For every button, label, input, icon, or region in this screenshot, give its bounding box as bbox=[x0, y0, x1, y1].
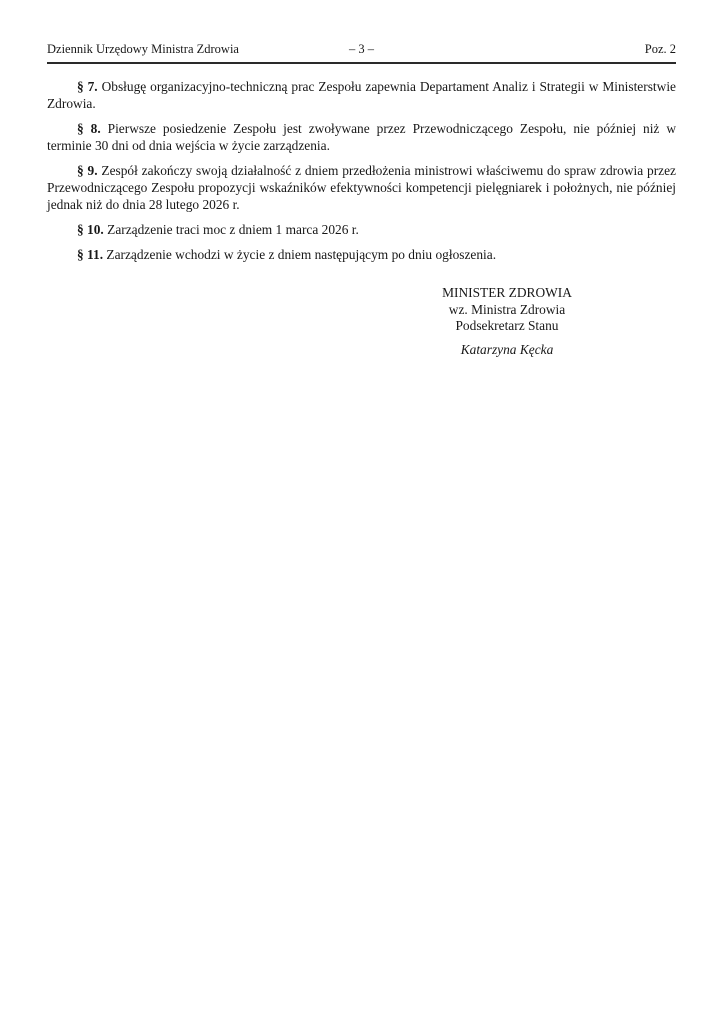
signature-name: Katarzyna Kęcka bbox=[460, 341, 554, 357]
paragraph-11-text: Zarządzenie wchodzi w życie z dniem następującym po dniu ogłoszenia. bbox=[106, 247, 497, 262]
document-body bbox=[47, 78, 676, 358]
journal-title: Dziennik Urzędowy Ministra Zdrowia bbox=[47, 42, 239, 56]
paragraph-8-text: Pierwsze posiedzenie Zespołu jest zwoływane przez Przewodniczącego Zespołu, nie później niż w terminie 30 dni od dnia wejścia w życie zarządzenia. bbox=[47, 121, 676, 153]
paragraph-8-marker: § 8. bbox=[77, 121, 101, 136]
position-number: Poz. 2 bbox=[644, 42, 677, 56]
page-number: – 3 – bbox=[349, 42, 374, 56]
paragraph-7-text: Obsługę organizacyjno-techniczną prac Zespołu zapewnia Departament Analiz i Strategii w Ministerstwie Zdrowia. bbox=[47, 79, 676, 111]
paragraph-7 bbox=[47, 78, 676, 112]
paragraph-11 bbox=[47, 246, 676, 263]
paragraph-7-marker: § 7. bbox=[77, 79, 98, 94]
paragraph-9 bbox=[47, 162, 676, 213]
paragraph-8 bbox=[47, 120, 676, 154]
page-header bbox=[47, 42, 676, 64]
signature-on-behalf: wz. Ministra Zdrowia bbox=[448, 301, 566, 317]
paragraph-11-marker: § 11. bbox=[77, 247, 104, 262]
paragraph-10-text: Zarządzenie traci moc z dniem 1 marca 2026 r. bbox=[107, 222, 359, 237]
signature-title: MINISTER ZDROWIA bbox=[442, 285, 572, 300]
paragraph-10-marker: § 10. bbox=[77, 222, 104, 237]
signature-block bbox=[367, 285, 647, 358]
signature-role: Podsekretarz Stanu bbox=[455, 318, 559, 333]
paragraph-9-text: Zespół zakończy swoją działalność z dniem przedłożenia ministrowi właściwemu do spraw zdrowia przez Przewodniczącego Zespołu propozycji wskaźników efektywności kompetencji pielęgniarek i położnych, nie później jednak niż do dnia 28 lutego 2026 r. bbox=[47, 163, 676, 212]
paragraph-10 bbox=[47, 221, 676, 238]
paragraph-9-marker: § 9. bbox=[77, 163, 98, 178]
